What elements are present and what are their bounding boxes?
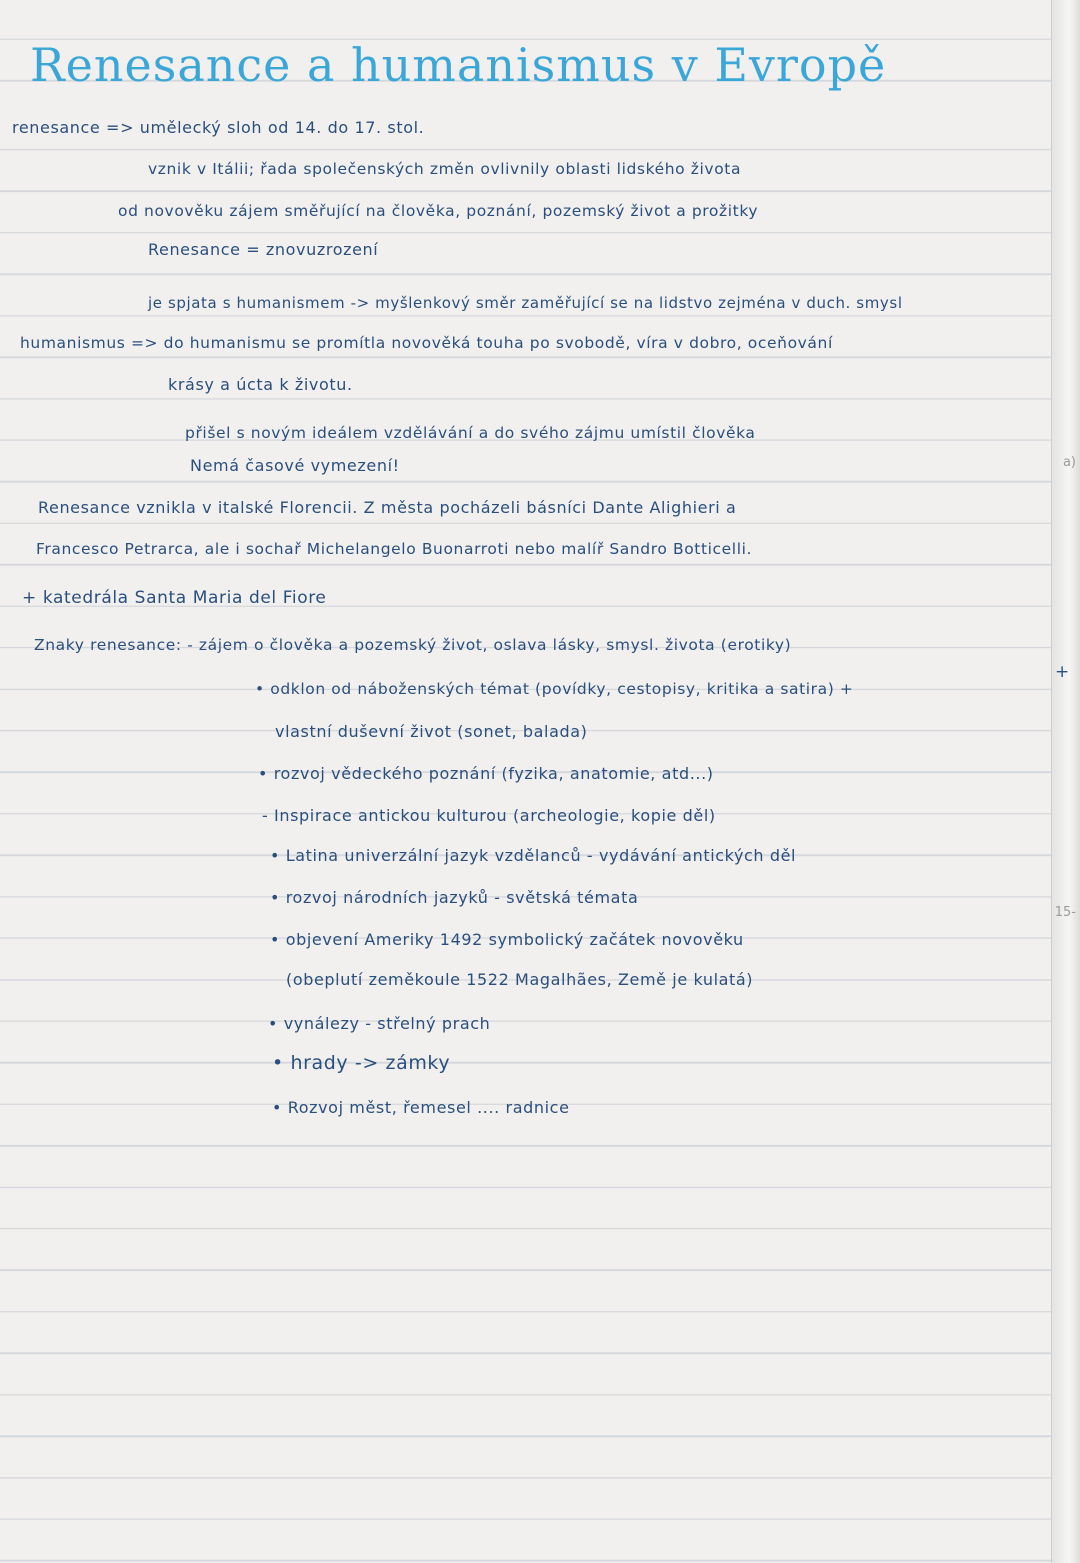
margin-mark: + [1055,662,1070,682]
note-line: • Rozvoj měst, řemesel .... radnice [272,1098,570,1117]
note-line: je spjata s humanismem -> myšlenkový směr zaměřující se na lidstvo zejména v duch. smysl [148,294,903,312]
note-line: • odklon od náboženských témat (povídky, cestopisy, kritika a satira) + [255,680,854,698]
note-line: Nemá časové vymezení! [190,456,400,475]
note-line: Znaky renesance: - zájem o člověka a pozemský život, oslava lásky, smysl. života (erotiky) [34,636,792,654]
note-line: přišel s novým ideálem vzdělávání a do svého zájmu umístil člověka [185,424,756,442]
margin-mark: a) [1062,455,1076,470]
note-line: • Latina univerzální jazyk vzdělanců - vydávání antických děl [270,846,797,865]
notebook-spine [1051,0,1080,1563]
note-line: vlastní duševní život (sonet, balada) [275,722,588,741]
note-line: • objevení Ameriky 1492 symbolický začátek novověku [270,930,744,949]
note-line: Renesance vznikla v italské Florencii. Z města pocházeli básníci Dante Alighieri a [38,498,737,517]
note-line: krásy a úcta k životu. [168,375,353,394]
note-line: od novověku zájem směřující na člověka, poznání, pozemský život a prožitky [118,202,759,220]
note-line: Francesco Petrarca, ale i sochař Michelangelo Buonarroti nebo malíř Sandro Botticelli. [36,540,753,558]
note-line: vznik v Itálii; řada společenských změn ovlivnily oblasti lidského života [148,160,742,178]
note-line: (obeplutí zeměkoule 1522 Magalhães, Země je kulatá) [286,970,754,989]
page-title: Renesance a humanismus v Evropě [30,38,887,92]
note-line: • vynálezy - střelný prach [268,1014,491,1033]
note-line: + katedrála Santa Maria del Fiore [22,588,327,608]
note-line: - Inspirace antickou kulturou (archeologie, kopie děl) [262,806,716,825]
note-line: renesance => umělecký sloh od 14. do 17. stol. [12,118,425,137]
margin-mark: 15- [1054,905,1076,920]
note-line: humanismus => do humanismu se promítla novověká touha po svobodě, víra v dobro, oceňování [20,334,833,352]
note-line: Renesance = znovuzrození [148,240,379,259]
note-line: • rozvoj národních jazyků - světská témata [270,888,639,907]
note-line: • rozvoj vědeckého poznání (fyzika, anatomie, atd...) [258,764,714,783]
note-line: • hrady -> zámky [272,1052,451,1074]
